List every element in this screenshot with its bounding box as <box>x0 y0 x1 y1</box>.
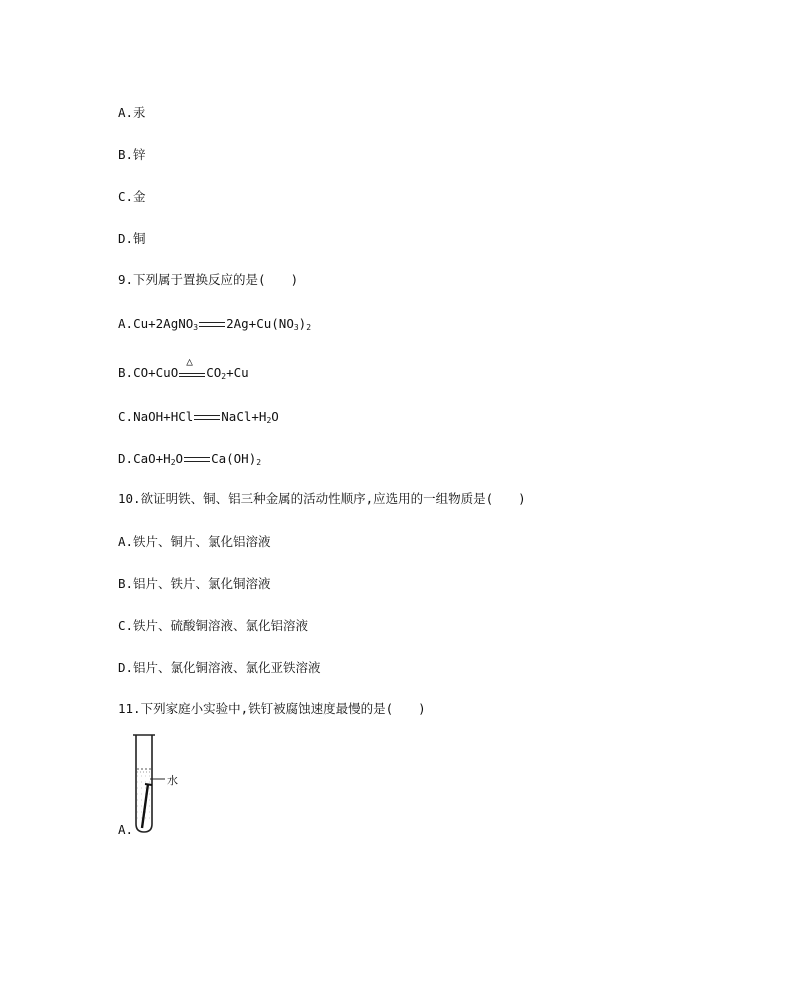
equals-sign <box>194 415 220 420</box>
products-end: ) <box>298 316 307 331</box>
equals-sign <box>184 457 210 462</box>
products-end: O <box>271 409 279 424</box>
q9-option-a <box>118 316 311 336</box>
subscript: 2 <box>306 323 312 332</box>
q10-option-a: A.铁片、铜片、氯化铝溶液 <box>118 534 271 549</box>
heat-equals-sign <box>179 354 205 382</box>
subscript: 3 <box>193 323 199 332</box>
q9-option-b <box>118 354 249 385</box>
water-label: 水 <box>167 774 178 787</box>
q10-option-d: D.铝片、氯化铜溶液、氯化亚铁溶液 <box>118 660 321 675</box>
reactants: Cu+2AgNO <box>133 316 194 331</box>
q8-option-b: B.锌 <box>118 147 146 162</box>
products: NaCl+H <box>221 409 267 424</box>
subscript: 2 <box>256 458 262 467</box>
q8-option-a: A.汞 <box>118 105 146 120</box>
q11-option-a-label: A. <box>118 822 134 837</box>
reactants: CO+CuO <box>133 365 179 380</box>
reactants: CaO+H <box>133 451 171 466</box>
reactants-end: O <box>175 451 184 466</box>
subscript: 2 <box>170 458 176 467</box>
q10-option-b: B.铝片、铁片、氯化铜溶液 <box>118 576 271 591</box>
option-label: B. <box>118 365 134 380</box>
q8-option-c: C.金 <box>118 189 146 204</box>
option-label: D. <box>118 451 134 466</box>
q11-stem: 11.下列家庭小实验中,铁钉被腐蚀速度最慢的是( ) <box>118 701 426 716</box>
reactants: NaOH+HCl <box>133 409 194 424</box>
q10-stem: 10.欲证明铁、铜、铝三种金属的活动性顺序,应选用的一组物质是( ) <box>118 491 526 506</box>
subscript: 3 <box>293 323 299 332</box>
option-label: A. <box>118 316 134 331</box>
q9-option-d <box>118 451 261 471</box>
products: 2Ag+Cu(NO <box>226 316 294 331</box>
q9-option-c <box>118 409 279 429</box>
q9-stem: 9.下列属于置换反应的是( ) <box>118 272 299 287</box>
equals-sign <box>199 322 225 327</box>
products: Ca(OH) <box>211 451 257 466</box>
subscript: 2 <box>266 416 272 425</box>
products: CO <box>206 365 222 380</box>
subscript: 2 <box>221 372 227 381</box>
option-label: C. <box>118 409 134 424</box>
heat-triangle-icon: △ <box>186 354 193 368</box>
products-end: +Cu <box>226 365 249 380</box>
q10-option-c: C.铁片、硫酸铜溶液、氯化铝溶液 <box>118 618 309 633</box>
q8-option-d: D.铜 <box>118 231 146 246</box>
